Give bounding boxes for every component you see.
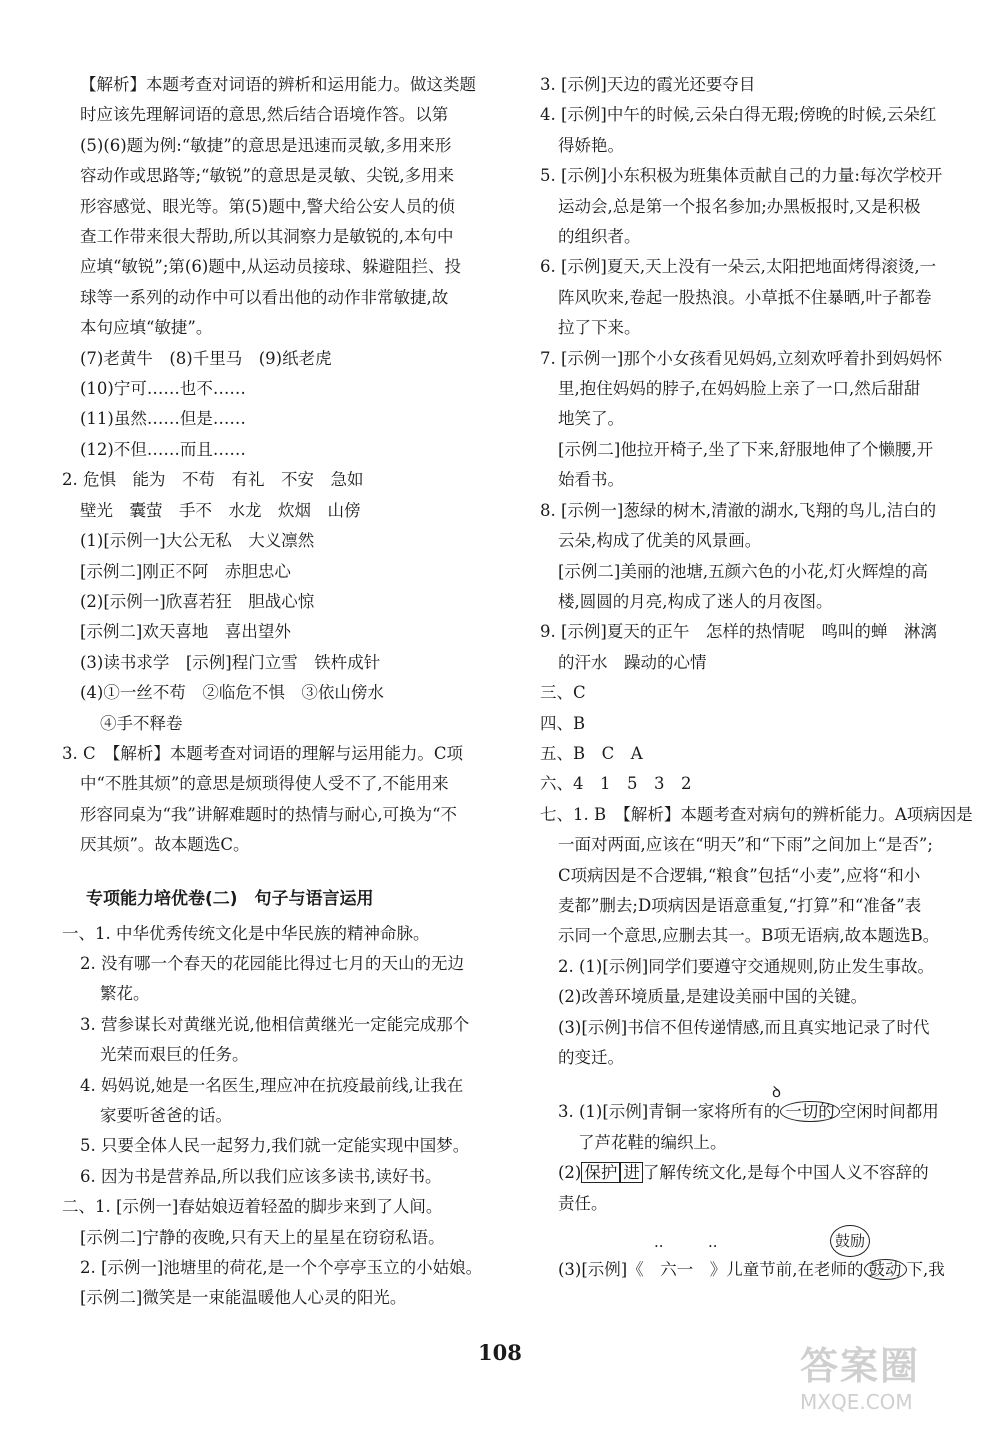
text-line: 楼,圆圆的月亮,构成了迷人的月夜图。: [558, 591, 833, 611]
text-line: 七、1. B 【解析】本题考查对病句的辨析能力。A项病因是: [540, 804, 973, 824]
text-line: 球等一系列的动作中可以看出他的动作非常敏捷,故: [80, 287, 449, 307]
watermark-url: MXQE.COM: [800, 1390, 913, 1414]
text-line: 示同一个意思,应删去其一。B项无语病,故本题选B。: [558, 926, 940, 946]
q3-boxed-word-2: 进: [620, 1162, 643, 1183]
text-line: (10)宁可……也不……: [80, 379, 246, 399]
watermark-title: 答案圈: [800, 1344, 921, 1388]
q3-part3-line: (3)[示例]《 六一 》儿童节前,在老师的 鼓动 下,我 鼓励 ·· ··: [540, 1255, 980, 1285]
text-line: 2. [示例一]池塘里的荷花,是一个个亭亭玉立的小姑娘。: [80, 1258, 483, 1278]
text-line: (12)不但……而且……: [80, 439, 246, 459]
text-line: 2. 危惧 能为 不苟 有礼 不安 急如: [62, 470, 364, 490]
q3-part1-line2: 了芦花鞋的编织上。: [578, 1132, 727, 1152]
text-line: (2)[示例一]欣喜若狂 胆战心惊: [80, 591, 315, 611]
text-line: 麦都”删去;D项病因是语意重复,“打算”和“准备”表: [558, 895, 922, 915]
text-line: [示例二]他拉开椅子,坐了下来,舒服地伸了个懒腰,开: [558, 439, 934, 459]
text-line: 三、C: [540, 683, 586, 703]
text-line: 的汗水 躁动的心情: [558, 652, 707, 672]
text-line: 7. [示例一]那个小女孩看见妈妈,立刻欢呼着扑到妈妈怀: [540, 348, 943, 368]
q3-circled-word-2: 鼓动: [864, 1259, 907, 1280]
text-line: (3)读书求学 [示例]程门立雪 铁杵成针: [80, 652, 381, 672]
text-line: 时应该先理解词语的意思,然后结合语境作答。以第: [80, 105, 449, 125]
text-line: (2)改善环境质量,是建设美丽中国的关键。: [558, 987, 868, 1007]
text-line: 云朵,构成了优美的风景画。: [558, 531, 762, 551]
text-line: 查工作带来很大帮助,所以其洞察力是敏锐的,本句中: [80, 227, 454, 247]
q3-boxed-word-1: 保护: [581, 1162, 620, 1183]
q3-dot-mark-2: ··: [708, 1237, 718, 1256]
text-line: 的组织者。: [558, 227, 641, 247]
text-line: 2. (1)[示例]同学们要遵守交通规则,防止发生事故。: [558, 956, 934, 976]
text-line: 3. C 【解析】本题考查对词语的理解与运用能力。C项: [62, 743, 463, 763]
text-line: [示例二]欢天喜地 喜出望外: [80, 622, 291, 642]
text-line: 9. [示例]夏天的正午 怎样的热情呢 鸣叫的蝉 淋漓: [540, 622, 937, 642]
text-line: 8. [示例一]葱绿的树木,清澈的湖水,飞翔的鸟儿,洁白的: [540, 500, 937, 520]
q3-part2-line: (2) 保护 进 了解传统文化,是每个中国人义不容辞的: [558, 1163, 929, 1183]
q3-circled-word: 一切的: [780, 1101, 840, 1122]
text-line: 一面对两面,应该在“明天”和“下雨”之间加上“是否”;: [558, 835, 933, 855]
text-line: 得娇艳。: [558, 135, 624, 155]
text-line: 形容感觉、眼光等。第(5)题中,警犬给公安人员的侦: [80, 196, 456, 216]
text-line: 地笑了。: [558, 409, 624, 429]
q3-dot-mark-1: ··: [654, 1237, 664, 1256]
text-line: 繁花。: [100, 984, 150, 1004]
text-line: (4)①一丝不苟 ②临危不惧 ③依山傍水: [80, 683, 384, 703]
text-line: 四、B: [540, 713, 586, 733]
text-line: 4. 妈妈说,她是一名医生,理应冲在抗疫最前线,让我在: [80, 1075, 464, 1095]
text-line: 中“不胜其烦”的意思是烦琐得使人受不了,不能用来: [80, 774, 449, 794]
text-line: 4. [示例]中午的时候,云朵白得无瑕;傍晚的时候,云朵红: [540, 105, 937, 125]
text-line: 二、1. [示例一]春姑娘迈着轻盈的脚步来到了人间。: [62, 1197, 443, 1217]
text-line: [示例二]美丽的池塘,五颜六色的小花,灯火辉煌的高: [558, 561, 928, 581]
left-answer-lines: [62, 70, 502, 861]
left-answer-lines-2: [62, 919, 502, 1314]
text-line: [示例二]微笑是一束能温暖他人心灵的阳光。: [80, 1288, 407, 1308]
text-line: 本句应填“敏捷”。: [80, 318, 213, 338]
text-line: 一、1. 中华优秀传统文化是中华民族的精神命脉。: [62, 923, 430, 943]
text-line: 应填“敏锐”;第(6)题中,从运动员接球、躲避阻拦、投: [80, 257, 462, 277]
watermark-logo: [800, 1335, 990, 1425]
text-line: 3. [示例]天边的霞光还要夺目: [540, 75, 756, 94]
text-line: 始看书。: [558, 470, 624, 490]
page-number: 108: [478, 1340, 522, 1365]
q3-part2-line2: 责任。: [558, 1193, 608, 1213]
text-line: ④手不释卷: [100, 713, 183, 733]
text-line: 五、B C A: [540, 743, 643, 763]
text-line: (11)虽然……但是……: [80, 409, 246, 429]
text-line: 厌其烦”。故本题选C。: [80, 835, 250, 855]
text-line: (7)老黄牛 (8)千里马 (9)纸老虎: [80, 348, 332, 368]
text-line: 【解析】本题考查对词语的辨析和运用能力。做这类题: [80, 75, 476, 94]
text-line: 里,抱住妈妈的脖子,在妈妈脸上亲了一口,然后甜甜: [558, 379, 921, 399]
text-line: [示例二]刚正不阿 赤胆忠心: [80, 561, 291, 581]
right-answer-lines: [540, 70, 980, 1073]
text-line: 5. 只要全体人民一起努力,我们就一定能实现中国梦。: [80, 1136, 470, 1156]
text-line: C项病因是不合逻辑,“粮食”包括“小麦”,应将“和小: [558, 865, 921, 885]
text-line: 2. 没有哪一个春天的花园能比得过七月的天山的无边: [80, 953, 464, 973]
q3-part1-line: 3. (1)[示例]青铜一家将所有的 一切的 空闲时间都用 ꝺ: [540, 1097, 980, 1127]
text-line: 阵风吹来,卷起一股热浪。小草抵不住暴晒,叶子都卷: [558, 287, 932, 307]
text-line: 6. [示例]夏天,天上没有一朵云,太阳把地面烤得滚烫,一: [540, 257, 937, 277]
text-line: [示例二]宁静的夜晚,只有天上的星星在窃窃私语。: [80, 1227, 445, 1247]
text-line: 3. 营参谋长对黄继光说,他相信黄继光一定能完成那个: [80, 1014, 470, 1034]
text-line: 容动作或思路等;“敏锐”的意思是灵敏、尖锐,多用来: [80, 166, 455, 186]
text-line: 拉了下来。: [558, 318, 641, 338]
text-line: 运动会,总是第一个报名参加;办黑板报时,又是积极: [558, 196, 921, 216]
text-line: 的变迁。: [558, 1048, 624, 1067]
left-column: [62, 70, 502, 1314]
deletion-mark-icon: ꝺ: [772, 1083, 781, 1102]
right-column: [540, 70, 980, 1285]
q3-insert-word: 鼓励: [830, 1225, 870, 1257]
text-line: (3)[示例]书信不但传递情感,而且真实地记录了时代: [558, 1017, 930, 1037]
text-line: 家要听爸爸的话。: [100, 1106, 232, 1125]
text-line: (5)(6)题为例:“敏捷”的意思是迅速而灵敏,多用来形: [80, 135, 452, 155]
text-line: 5. [示例]小东积极为班集体贡献自己的力量:每次学校开: [540, 166, 943, 186]
text-line: 光荣而艰巨的任务。: [100, 1045, 249, 1065]
text-line: 6. 因为书是营养品,所以我们应该多读书,读好书。: [80, 1166, 442, 1186]
text-line: 壁光 囊萤 手不 水龙 炊烟 山傍: [80, 500, 361, 520]
text-line: 六、4 1 5 3 2: [540, 774, 692, 794]
q3-quote-mark: 《 六一 》: [627, 1260, 727, 1280]
text-line: 形容同桌为“我”讲解难题时的热情与耐心,可换为“不: [80, 804, 458, 824]
text-line: (1)[示例一]大公无私 大义凛然: [80, 531, 315, 551]
section-title: 专项能力培优卷(二) 句子与语言运用: [86, 888, 374, 909]
